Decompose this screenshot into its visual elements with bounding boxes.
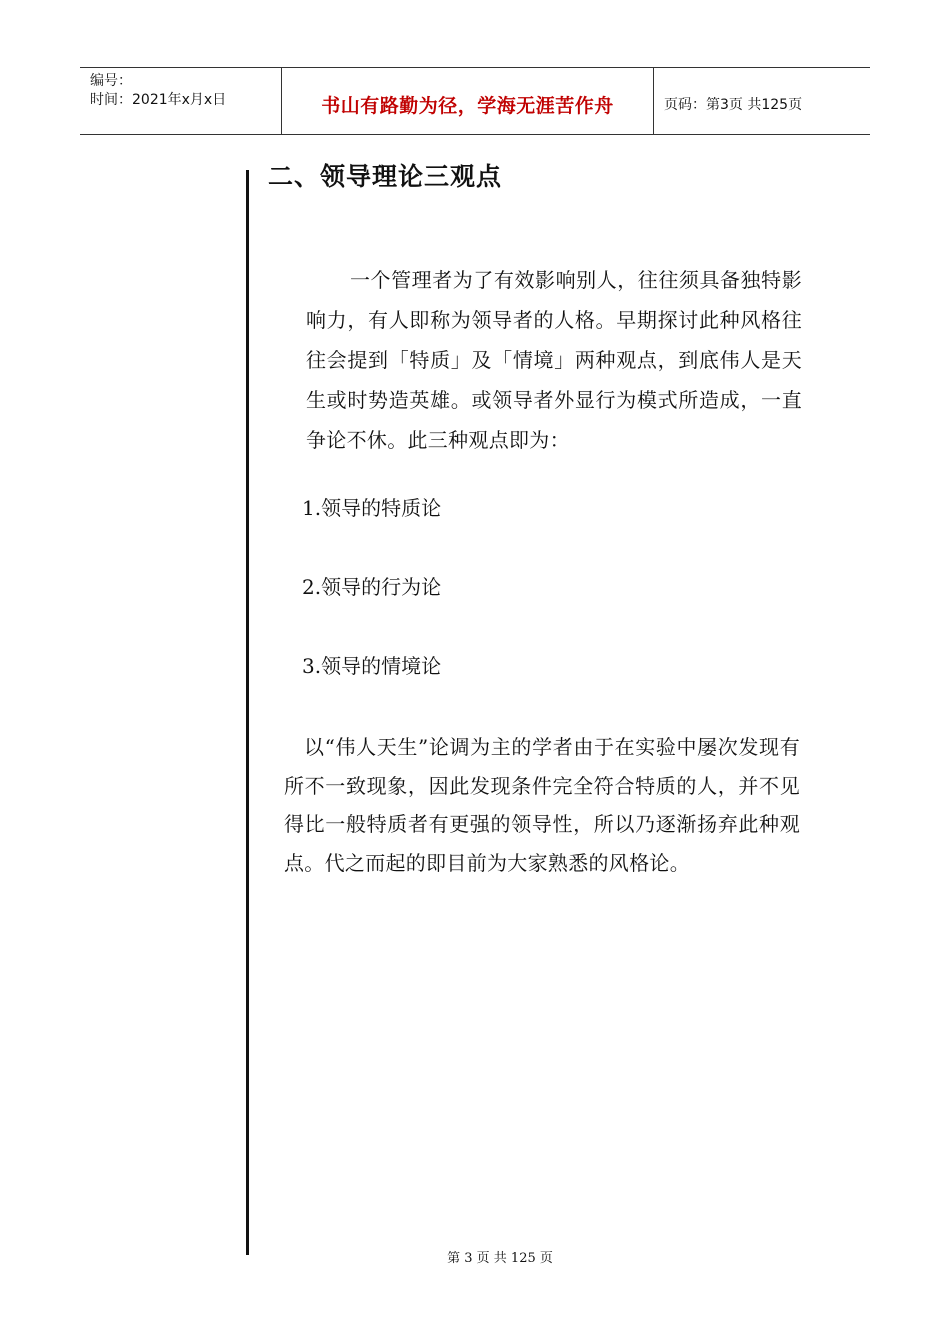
margin-rule: [246, 170, 249, 1255]
header-page-cell: [654, 68, 870, 134]
list-item-trait-theory: 1.领导的特质论: [302, 496, 442, 520]
header-meta-cell: [80, 68, 282, 134]
document-number-label: 编号：: [90, 73, 132, 89]
header-motto: 书山有路勤为径，学海无涯苦作舟: [321, 95, 614, 117]
document-date-label: 时间：2021年x月x日: [90, 92, 227, 108]
page-footer: 第 3 页 共 125 页: [447, 1251, 553, 1266]
list-item-situational-theory: 3.领导的情境论: [302, 654, 442, 678]
header-page-info: 页码：第3页 共125页: [664, 97, 803, 113]
document-header: [80, 67, 870, 135]
intro-paragraph: 一个管理者为了有效影响别人，往往须具备独特影响力，有人即称为领导者的人格。早期探讨此种风格往往会提到「特质」及「情境」两种观点，到底伟人是天生或时势造英雄。或领导者外显行为模式所造成，一直争论不休。此三种观点即为：: [306, 268, 802, 452]
header-motto-cell: [282, 68, 654, 134]
conclusion-paragraph: 以“伟人天生”论调为主的学者由于在实验中屡次发现有所不一致现象，因此发现条件完全符合特质的人，并不见得比一般特质者有更强的领导性，所以乃逐渐扬弃此种观点。代之而起的即目前为大家熟悉的风格论。: [284, 735, 800, 875]
list-item-behavior-theory: 2.领导的行为论: [302, 575, 442, 599]
section-title: 二、领导理论三观点: [268, 162, 503, 191]
